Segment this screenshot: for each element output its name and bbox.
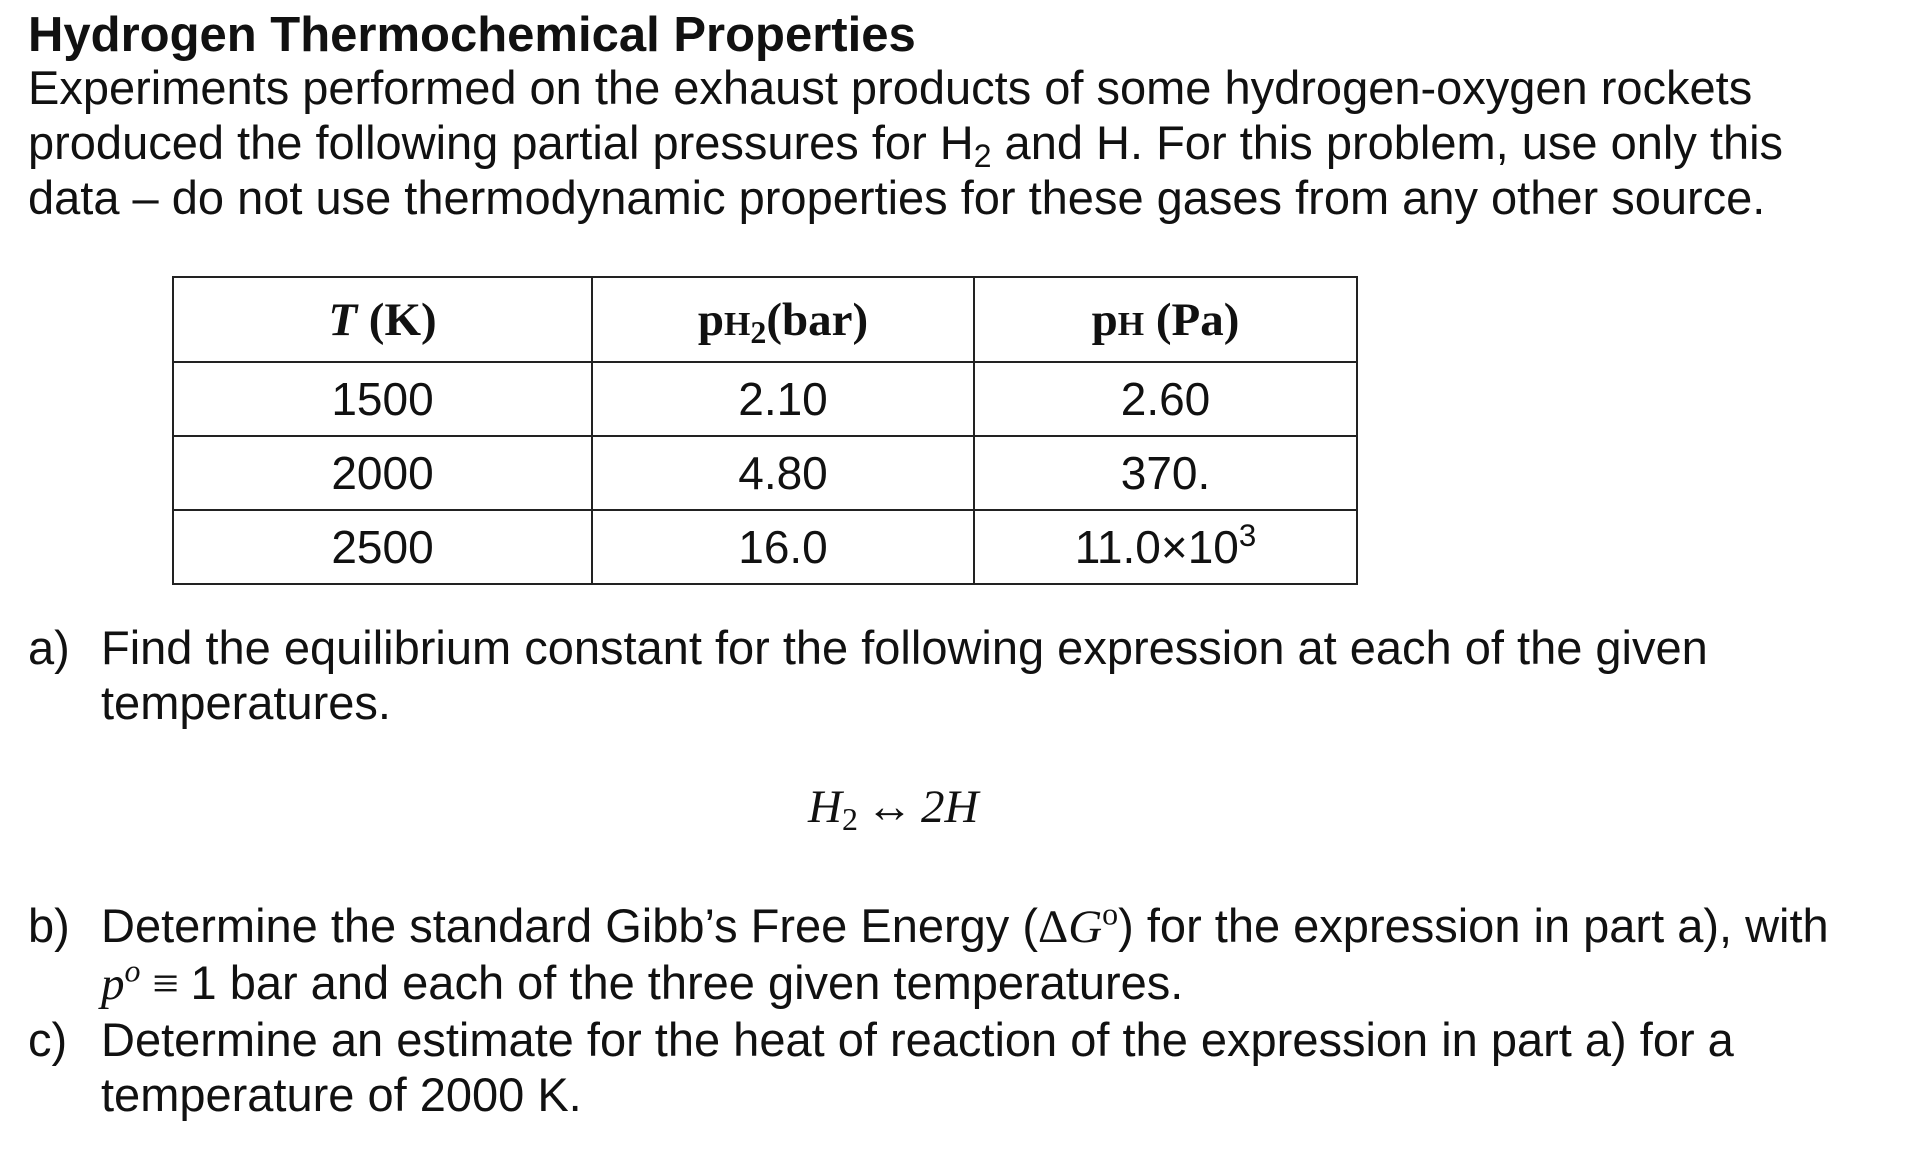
header-ph2 (592, 277, 974, 362)
header-ph-species: H (1117, 305, 1145, 343)
intro-line-2-start: produced the following partial pressures for H (28, 116, 974, 169)
table-row (173, 362, 1357, 436)
header-ph-symbol: p (1091, 293, 1118, 346)
intro-h2-subscript: 2 (973, 137, 992, 174)
equation-lhs: H (808, 781, 842, 833)
equivalence-symbol: ≡ (140, 958, 191, 1010)
equation-rhs: 2H (920, 781, 979, 833)
cell-ph (974, 362, 1357, 436)
cell-temperature: 2000 (173, 436, 592, 510)
cell-temperature: 2500 (173, 510, 592, 584)
question-b-line-1-start: Determine the standard Gibb’s Free Energy ( (101, 899, 1038, 952)
pressure-standard-superscript: o (124, 953, 141, 989)
intro-line-3: data – do not use thermodynamic properties for these gases from any other source. (28, 171, 1766, 224)
question-a (28, 620, 1888, 730)
pressure-symbol: p (101, 958, 125, 1010)
header-temperature-unit: (K) (357, 293, 437, 346)
cell-ph-exponent: 3 (1238, 517, 1257, 553)
header-ph2-unit: (bar) (766, 293, 869, 346)
cell-ph2: 4.80 (592, 436, 974, 510)
question-c-text (101, 1012, 1888, 1122)
question-b (28, 898, 1888, 1012)
intro-line-1: Experiments performed on the exhaust products of some hydrogen-oxygen rockets (28, 61, 1753, 114)
header-ph-unit: (Pa) (1144, 293, 1240, 346)
table-header-row (173, 277, 1357, 362)
intro-line-2-end: and H. For this problem, use only this (991, 116, 1784, 169)
cell-ph-value: 11.0×10 (1074, 521, 1239, 573)
question-a-text (101, 620, 1888, 730)
equilibrium-arrow-icon: ↔ (865, 781, 913, 833)
question-b-text (101, 898, 1888, 1012)
cell-ph (974, 510, 1357, 584)
cell-ph (974, 436, 1357, 510)
intro-paragraph (28, 60, 1888, 225)
cell-temperature: 1500 (173, 362, 592, 436)
table-row (173, 510, 1357, 584)
question-c-line-1: Determine an estimate for the heat of reaction of the expression in part a) for a (101, 1013, 1734, 1066)
header-temperature (173, 277, 592, 362)
question-a-letter: a) (28, 621, 70, 674)
question-c-line-2: temperature of 2000 K. (101, 1068, 582, 1121)
intro-line-2 (28, 115, 1888, 174)
question-b-letter: b) (28, 899, 70, 952)
equation-lhs-subscript: 2 (841, 801, 858, 837)
header-ph (974, 277, 1357, 362)
gibbs-symbol: G (1068, 901, 1103, 953)
header-ph2-symbol: p (697, 293, 724, 346)
delta-symbol: Δ (1037, 901, 1069, 953)
cell-ph-value: 370. (1120, 447, 1211, 499)
cell-ph2: 16.0 (592, 510, 974, 584)
question-b-line-2 (101, 955, 1888, 1012)
question-c-letter: c) (28, 1013, 68, 1066)
gibbs-standard-superscript: o (1102, 896, 1119, 932)
question-a-line-1: Find the equilibrium constant for the following expression at each of the given (101, 621, 1708, 674)
reaction-equation (808, 780, 979, 837)
partial-pressure-table (172, 276, 1358, 585)
question-b-line-1 (101, 898, 1888, 955)
question-a-line-2: temperatures. (101, 676, 391, 729)
table-row (173, 436, 1357, 510)
header-ph2-species: H (724, 305, 751, 343)
header-temperature-symbol: T (328, 293, 358, 346)
cell-ph-value: 2.60 (1120, 373, 1211, 425)
page-title: Hydrogen Thermochemical Properties (28, 8, 916, 62)
header-ph2-subscript: 2 (750, 314, 767, 350)
question-c (28, 1012, 1888, 1122)
question-b-line-1-end: ) for the expression in part a), with (1118, 899, 1829, 952)
cell-ph2: 2.10 (592, 362, 974, 436)
question-b-line-2-end: 1 bar and each of the three given temperatures. (190, 956, 1184, 1009)
